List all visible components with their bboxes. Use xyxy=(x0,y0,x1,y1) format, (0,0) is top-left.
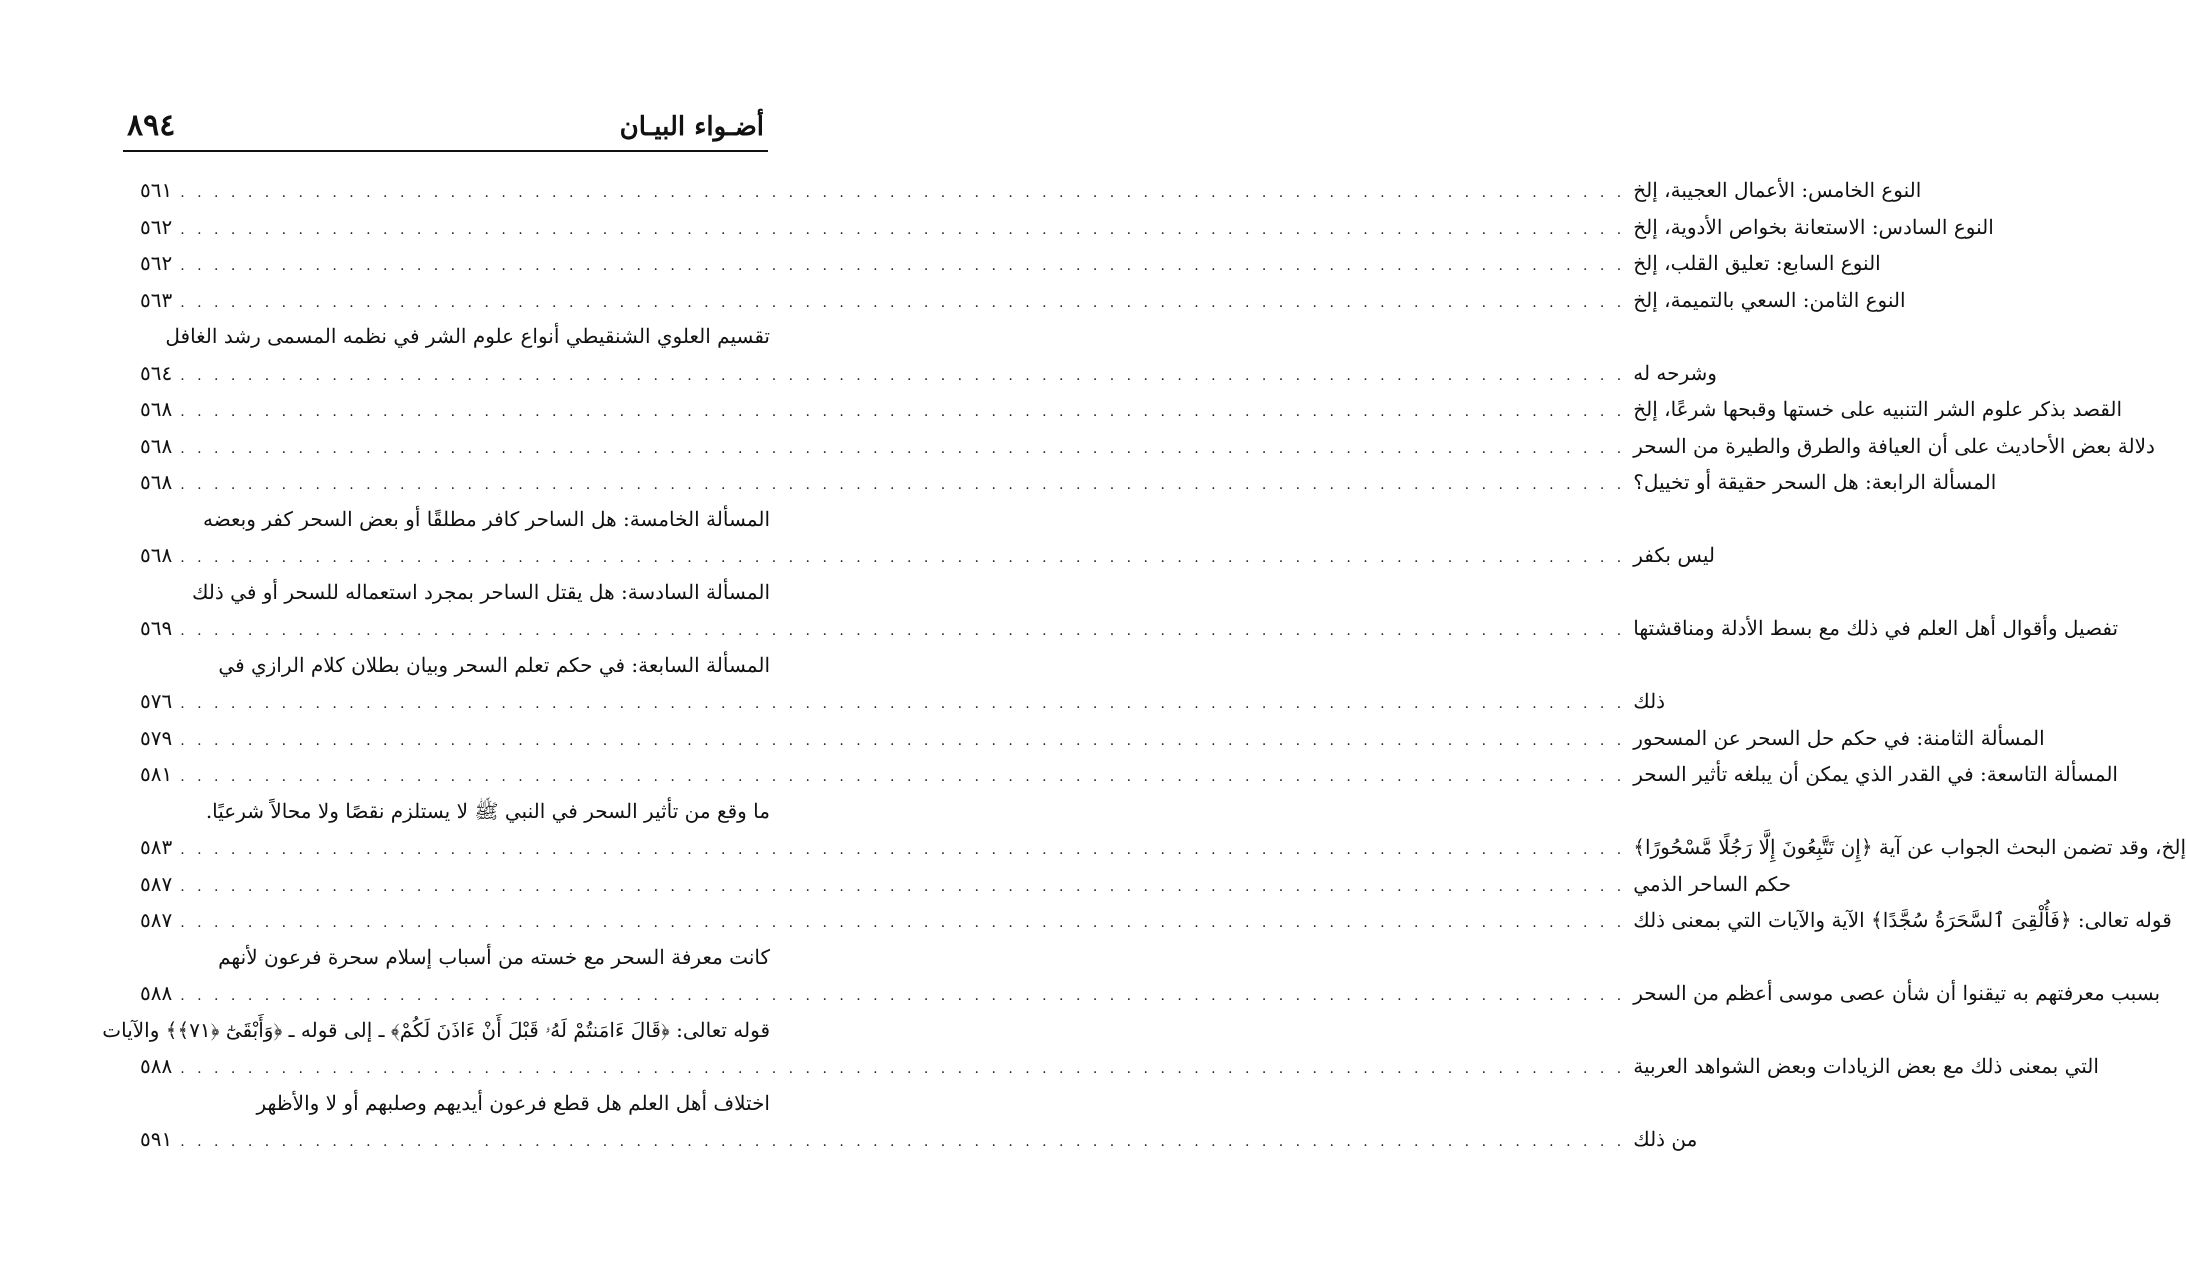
toc-line xyxy=(140,282,1906,319)
toc-line xyxy=(140,209,1994,246)
page-header xyxy=(123,100,768,152)
toc-page-number: ٥٨٨ xyxy=(140,1054,173,1078)
toc-line xyxy=(140,1048,2099,1085)
toc-page-number: ٥٨١ xyxy=(140,762,173,786)
toc-page-number: ٥٨٨ xyxy=(140,981,173,1005)
toc-entry-text: ليس بكفر xyxy=(1633,543,1715,567)
dot-leader xyxy=(180,394,1625,431)
toc-page-number: ٥٩١ xyxy=(140,1127,173,1151)
dot-leader xyxy=(180,613,1625,650)
toc-page-number: ٥٦٤ xyxy=(140,360,173,385)
toc-entry-text: النوع السادس: الاستعانة بخواص الأدوية، إلخ xyxy=(1633,214,1994,239)
toc-page-number: ٥٦٣ xyxy=(140,287,173,312)
toc-page-number: ٥٦٨ xyxy=(140,397,173,421)
toc-line xyxy=(140,720,2045,757)
dot-leader xyxy=(180,431,1625,468)
toc-page-number: ٥٦٨ xyxy=(140,543,173,567)
toc-entry-text: المسألة التاسعة: في القدر الذي يمكن أن يبلغه تأثير السحر xyxy=(1633,762,2118,786)
toc-line xyxy=(140,355,1717,392)
toc-line xyxy=(140,756,2118,793)
toc-line xyxy=(140,1085,770,1122)
toc-line xyxy=(140,975,2161,1012)
toc-entry-text: دلالة بعض الأحاديث على أن العيافة والطرق والطيرة من السحر xyxy=(1633,433,2155,458)
toc-line xyxy=(140,245,1881,282)
toc-line xyxy=(140,683,1666,720)
toc-entry-text: النوع السابع: تعليق القلب، إلخ xyxy=(1633,251,1881,275)
toc-entry-text: المسألة السادسة: هل يقتل الساحر بمجرد استعماله للسحر أو في ذلك xyxy=(191,579,770,604)
toc-entry-text: المسألة الخامسة: هل الساحر كافر مطلقًا أو بعض السحر كفر وبعضه xyxy=(202,506,770,531)
dot-leader xyxy=(180,978,1625,1015)
dot-leader xyxy=(180,1124,1625,1161)
dot-leader xyxy=(180,832,1625,869)
toc-line xyxy=(140,939,770,976)
dot-leader xyxy=(180,905,1625,942)
toc-entry-text: حكم الساحر الذمي xyxy=(1633,871,1792,896)
dot-leader xyxy=(180,1051,1625,1088)
toc-page-number: ٥٦٩ xyxy=(140,616,173,640)
toc-page-number: ٥٦٨ xyxy=(140,470,173,494)
dot-leader xyxy=(180,467,1625,504)
toc-line xyxy=(140,902,2172,939)
toc-entry-text: تفصيل وأقوال أهل العلم في ذلك مع بسط الأدلة ومناقشتها xyxy=(1633,616,2119,640)
toc-page-number: ٥٦٢ xyxy=(140,251,173,275)
dot-leader xyxy=(180,175,1625,212)
toc-entry-text: القصد بذكر علوم الشر التنبيه على خستها وقبحها شرعًا، إلخ xyxy=(1633,397,2123,421)
toc-line xyxy=(140,647,770,684)
toc-entry-text: قوله تعالى: ﴿قَالَ ءَامَنتُمْ لَهُۥ قَبْلَ أَنْ ءَاذَنَ لَكُمْ﴾ ـ إلى قوله ـ ﴿وَأَبْقَىٰٓ ﴿٧١﴾﴾ والآيات xyxy=(102,1017,770,1042)
page-number: ٨٩٤ xyxy=(127,108,176,143)
toc-line xyxy=(140,391,2123,428)
toc-entry-text: ذلك xyxy=(1633,689,1666,713)
toc-entry-text: النوع الثامن: السعي بالتميمة، إلخ xyxy=(1633,287,1906,312)
toc-entry-text: المسألة الثامنة: في حكم حل السحر عن المسحور xyxy=(1633,725,2045,750)
toc-page-number: ٥٦١ xyxy=(140,178,173,202)
toc-entry-text: اختلاف أهل العلم هل قطع فرعون أيديهم وصلبهم أو لا والأظهر xyxy=(256,1090,770,1115)
toc-line xyxy=(140,574,770,611)
toc-entry-text: ما وقع من تأثير السحر في النبي ﷺ لا يستلزم نقصًا ولا محالاً شرعيًا. xyxy=(205,798,770,823)
toc-line xyxy=(102,1012,770,1049)
toc-entry-text: كانت معرفة السحر مع خسته من أسباب إسلام سحرة فرعون لأنهم xyxy=(218,944,770,969)
toc-line xyxy=(140,172,1922,209)
dot-leader xyxy=(180,212,1625,249)
toc-line xyxy=(140,793,770,830)
dot-leader xyxy=(180,759,1625,796)
toc-page-number: ٥٨٣ xyxy=(140,835,173,859)
toc-page-number: ٥٧٩ xyxy=(140,725,173,750)
toc-entry-text: النوع الخامس: الأعمال العجيبة، إلخ xyxy=(1633,178,1922,202)
toc-page-number: ٥٦٢ xyxy=(140,214,173,239)
toc-entry-text: من ذلك xyxy=(1633,1127,1698,1151)
dot-leader xyxy=(180,248,1625,285)
toc-line xyxy=(140,537,1715,574)
toc-page-number: ٥٨٧ xyxy=(140,908,173,932)
toc-line xyxy=(140,464,1997,501)
toc-entry-text: وشرحه له xyxy=(1633,360,1717,385)
book-title: أضـواء البيـان xyxy=(619,112,764,142)
toc-entry-text: التي بمعنى ذلك مع بعض الزيادات وبعض الشواهد العربية xyxy=(1633,1054,2099,1078)
toc-line xyxy=(140,610,2119,647)
toc-entry-text: المسألة الرابعة: هل السحر حقيقة أو تخييل؟ xyxy=(1633,470,1997,494)
toc-page-number: ٥٧٦ xyxy=(140,689,173,713)
toc-entry-text: قوله تعالى: ﴿فَأُلْقِىَ ٱلسَّحَرَةُ سُجَّدًا﴾ الآية والآيات التي بمعنى ذلك xyxy=(1633,908,2172,932)
table-of-contents xyxy=(102,172,2186,1158)
toc-line xyxy=(140,866,1792,903)
toc-entry-text: المسألة السابعة: في حكم تعلم السحر وبيان بطلان كلام الرازي في xyxy=(218,652,770,677)
toc-page-number: ٥٨٧ xyxy=(140,871,173,896)
dot-leader xyxy=(180,869,1625,906)
toc-line xyxy=(140,501,770,538)
toc-line xyxy=(140,829,2186,866)
toc-entry-text: تقسيم العلوي الشنقيطي أنواع علوم الشر في نظمه المسمى رشد الغافل xyxy=(165,324,770,348)
dot-leader xyxy=(180,686,1625,723)
dot-leader xyxy=(180,540,1625,577)
toc-line xyxy=(140,1121,1698,1158)
dot-leader xyxy=(180,358,1625,395)
toc-page-number: ٥٦٨ xyxy=(140,433,173,458)
toc-line xyxy=(140,318,770,355)
toc-entry-text: إلخ، وقد تضمن البحث الجواب عن آية ﴿إِن تَتَّبِعُونَ إِلَّا رَجُلًا مَّسْحُورًا﴾ xyxy=(1633,835,2186,859)
toc-line xyxy=(140,428,2155,465)
dot-leader xyxy=(180,285,1625,322)
toc-entry-text: بسبب معرفتهم به تيقنوا أن شأن عصى موسى أعظم من السحر xyxy=(1633,981,2161,1005)
dot-leader xyxy=(180,723,1625,760)
